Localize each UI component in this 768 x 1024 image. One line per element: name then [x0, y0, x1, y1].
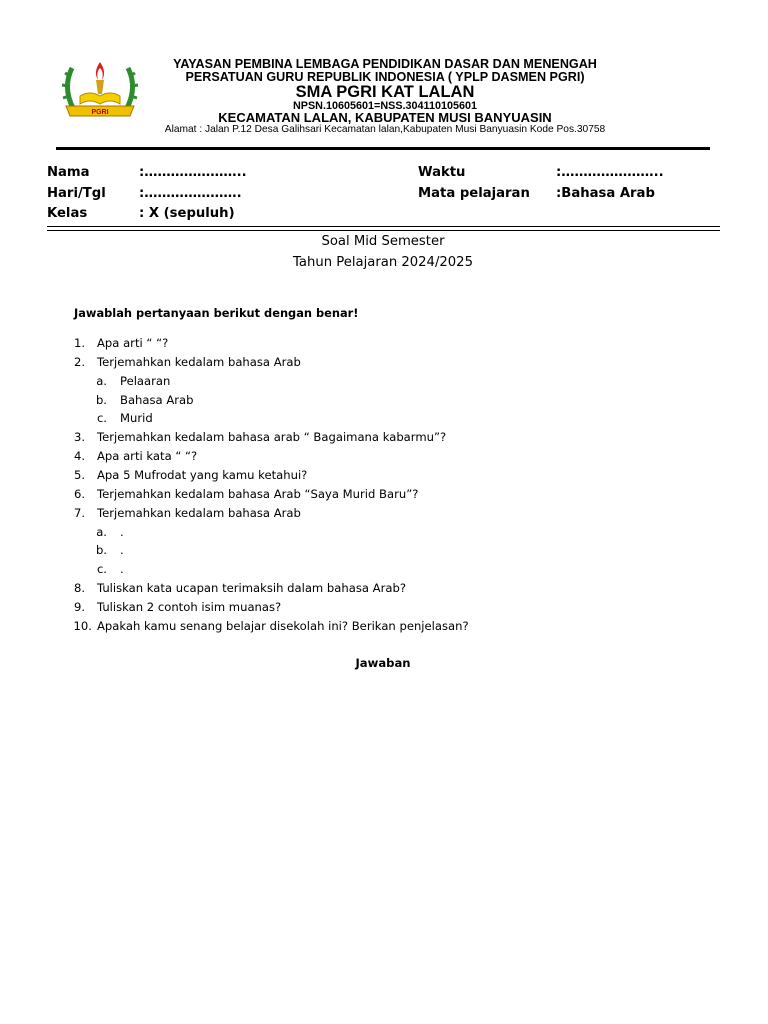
nama-label: Nama — [47, 165, 90, 180]
pgri-logo-icon — [60, 58, 140, 118]
letterhead-school-name: SMA PGRI KAT LALAN — [295, 83, 475, 101]
question-number: 9. — [73, 600, 85, 614]
letterhead-address: Alamat : Jalan P.12 Desa Galihsari Kecamatan lalan,Kabupaten Musi Banyuasin Kode Pos.30758 — [164, 124, 606, 135]
letterhead-association: PERSATUAN GURU REPUBLIK INDONESIA ( YPLP DASMEN PGRI) — [185, 70, 585, 84]
exam-title: Soal Mid Semester — [321, 234, 445, 249]
hari-label: Hari/Tgl — [47, 186, 106, 201]
sub-item-letter: a. — [96, 374, 107, 388]
question-text: Apa arti “ “? — [97, 336, 169, 350]
sub-item-text: . — [120, 525, 124, 539]
sub-item-text: Pelaaran — [120, 374, 171, 388]
question-text: Terjemahkan kedalam bahasa Arab “Saya Murid Baru”? — [97, 487, 419, 501]
instruction: Jawablah pertanyaan berikut dengan benar! — [74, 306, 359, 320]
logo-text: PGRI — [91, 109, 109, 116]
sub-item-text: Bahasa Arab — [120, 393, 194, 407]
kelas-label: Kelas — [47, 206, 88, 221]
question-number: 7. — [73, 506, 85, 520]
question-text: Terjemahkan kedalam bahasa Arab — [97, 355, 301, 369]
kelas-field: : X (sepuluh) — [139, 206, 235, 221]
sub-item-text: Murid — [120, 411, 153, 425]
letterhead-npsn: NPSN.10605601=NSS.304110105601 — [292, 100, 477, 112]
mapel-label: Mata pelajaran — [418, 186, 530, 201]
question-text: Tuliskan 2 contoh isim muanas? — [97, 600, 282, 614]
info-divider-second — [47, 230, 720, 231]
question-text: Apa 5 Mufrodat yang kamu ketahui? — [97, 468, 308, 482]
question-number: 3. — [73, 430, 85, 444]
nama-field: :………………….. — [139, 165, 247, 180]
question-text: Terjemahkan kedalam bahasa arab “ Bagaimana kabarmu”? — [97, 430, 447, 444]
waktu-field: :………………….. — [556, 165, 664, 180]
question-text: Tuliskan kata ucapan terimaksih dalam bahasa Arab? — [97, 581, 406, 595]
info-divider — [47, 226, 720, 227]
sub-item-text: . — [120, 543, 124, 557]
question-number: 6. — [73, 487, 85, 501]
question-number: 8. — [73, 581, 85, 595]
letterhead-district: KECAMATAN LALAN, KABUPATEN MUSI BANYUASIN — [218, 110, 552, 125]
hari-field: :…………………. — [139, 186, 242, 201]
sub-item-letter: b. — [95, 393, 107, 407]
waktu-label: Waktu — [418, 165, 466, 180]
sub-item-letter: a. — [96, 525, 107, 539]
sub-item-letter: c. — [96, 562, 107, 576]
letterhead-foundation: YAYASAN PEMBINA LEMBAGA PENDIDIKAN DASAR DAN MENENGAH — [173, 57, 597, 71]
sub-item-letter: c. — [96, 411, 107, 425]
question-number: 10. — [73, 619, 92, 633]
question-number: 5. — [73, 468, 85, 482]
mapel-field: :Bahasa Arab — [556, 186, 655, 201]
sub-item-text: . — [120, 562, 124, 576]
question-number: 1. — [73, 336, 85, 350]
question-number: 2. — [73, 355, 85, 369]
answer-heading: Jawaban — [355, 656, 411, 670]
letterhead-divider — [56, 147, 710, 150]
question-text: Terjemahkan kedalam bahasa Arab — [97, 506, 301, 520]
question-number: 4. — [73, 449, 85, 463]
question-text: Apa arti kata “ “? — [97, 449, 198, 463]
sub-item-letter: b. — [95, 543, 107, 557]
academic-year: Tahun Pelajaran 2024/2025 — [293, 255, 473, 270]
question-text: Apakah kamu senang belajar disekolah ini? Berikan penjelasan? — [97, 619, 469, 633]
